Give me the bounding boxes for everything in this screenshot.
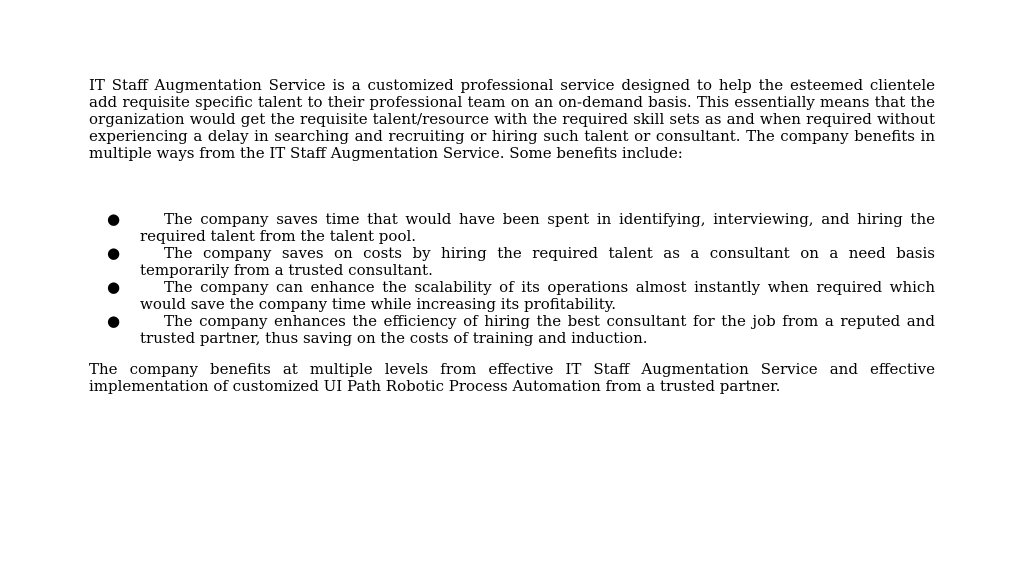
document-body (89, 77, 935, 395)
intro-paragraph: IT Staff Augmentation Service is a customized professional service designed to help the esteemed clientele add requisite specific talent to their professional team on an on-demand basis. This essentially means that the organization would get the requisite talent/resource with the required skill sets as and when required without experiencing a delay in searching and recruiting or hiring such talent or consultant. The company benefits in multiple ways from the IT Staff Augmentation Service. Some benefits include: (89, 76, 935, 162)
list-item (89, 211, 935, 245)
bullet-icon: ● (107, 244, 121, 262)
bullet-icon: ● (107, 312, 121, 330)
list-item (89, 279, 935, 313)
list-item (89, 313, 935, 347)
list-item-text: The company saves on costs by hiring the required talent as a consultant on a need basis temporarily from a trusted consultant. (140, 244, 935, 279)
bullet-icon: ● (107, 210, 121, 228)
list-item-text: The company can enhance the scalability of its operations almost instantly when required which would save the company time while increasing its profitability. (140, 278, 935, 313)
bullet-icon: ● (107, 278, 121, 296)
benefits-list (89, 211, 935, 347)
list-item (89, 245, 935, 279)
list-item-text: The company enhances the efficiency of hiring the best consultant for the job from a reputed and trusted partner, thus saving on the costs of training and induction. (140, 312, 935, 347)
list-item-text: The company saves time that would have been spent in identifying, interviewing, and hiring the required talent from the talent pool. (140, 210, 935, 245)
conclusion-paragraph: The company benefits at multiple levels from effective IT Staff Augmentation Service and effective implementation of customized UI Path Robotic Process Automation from a trusted partner. (89, 360, 935, 395)
